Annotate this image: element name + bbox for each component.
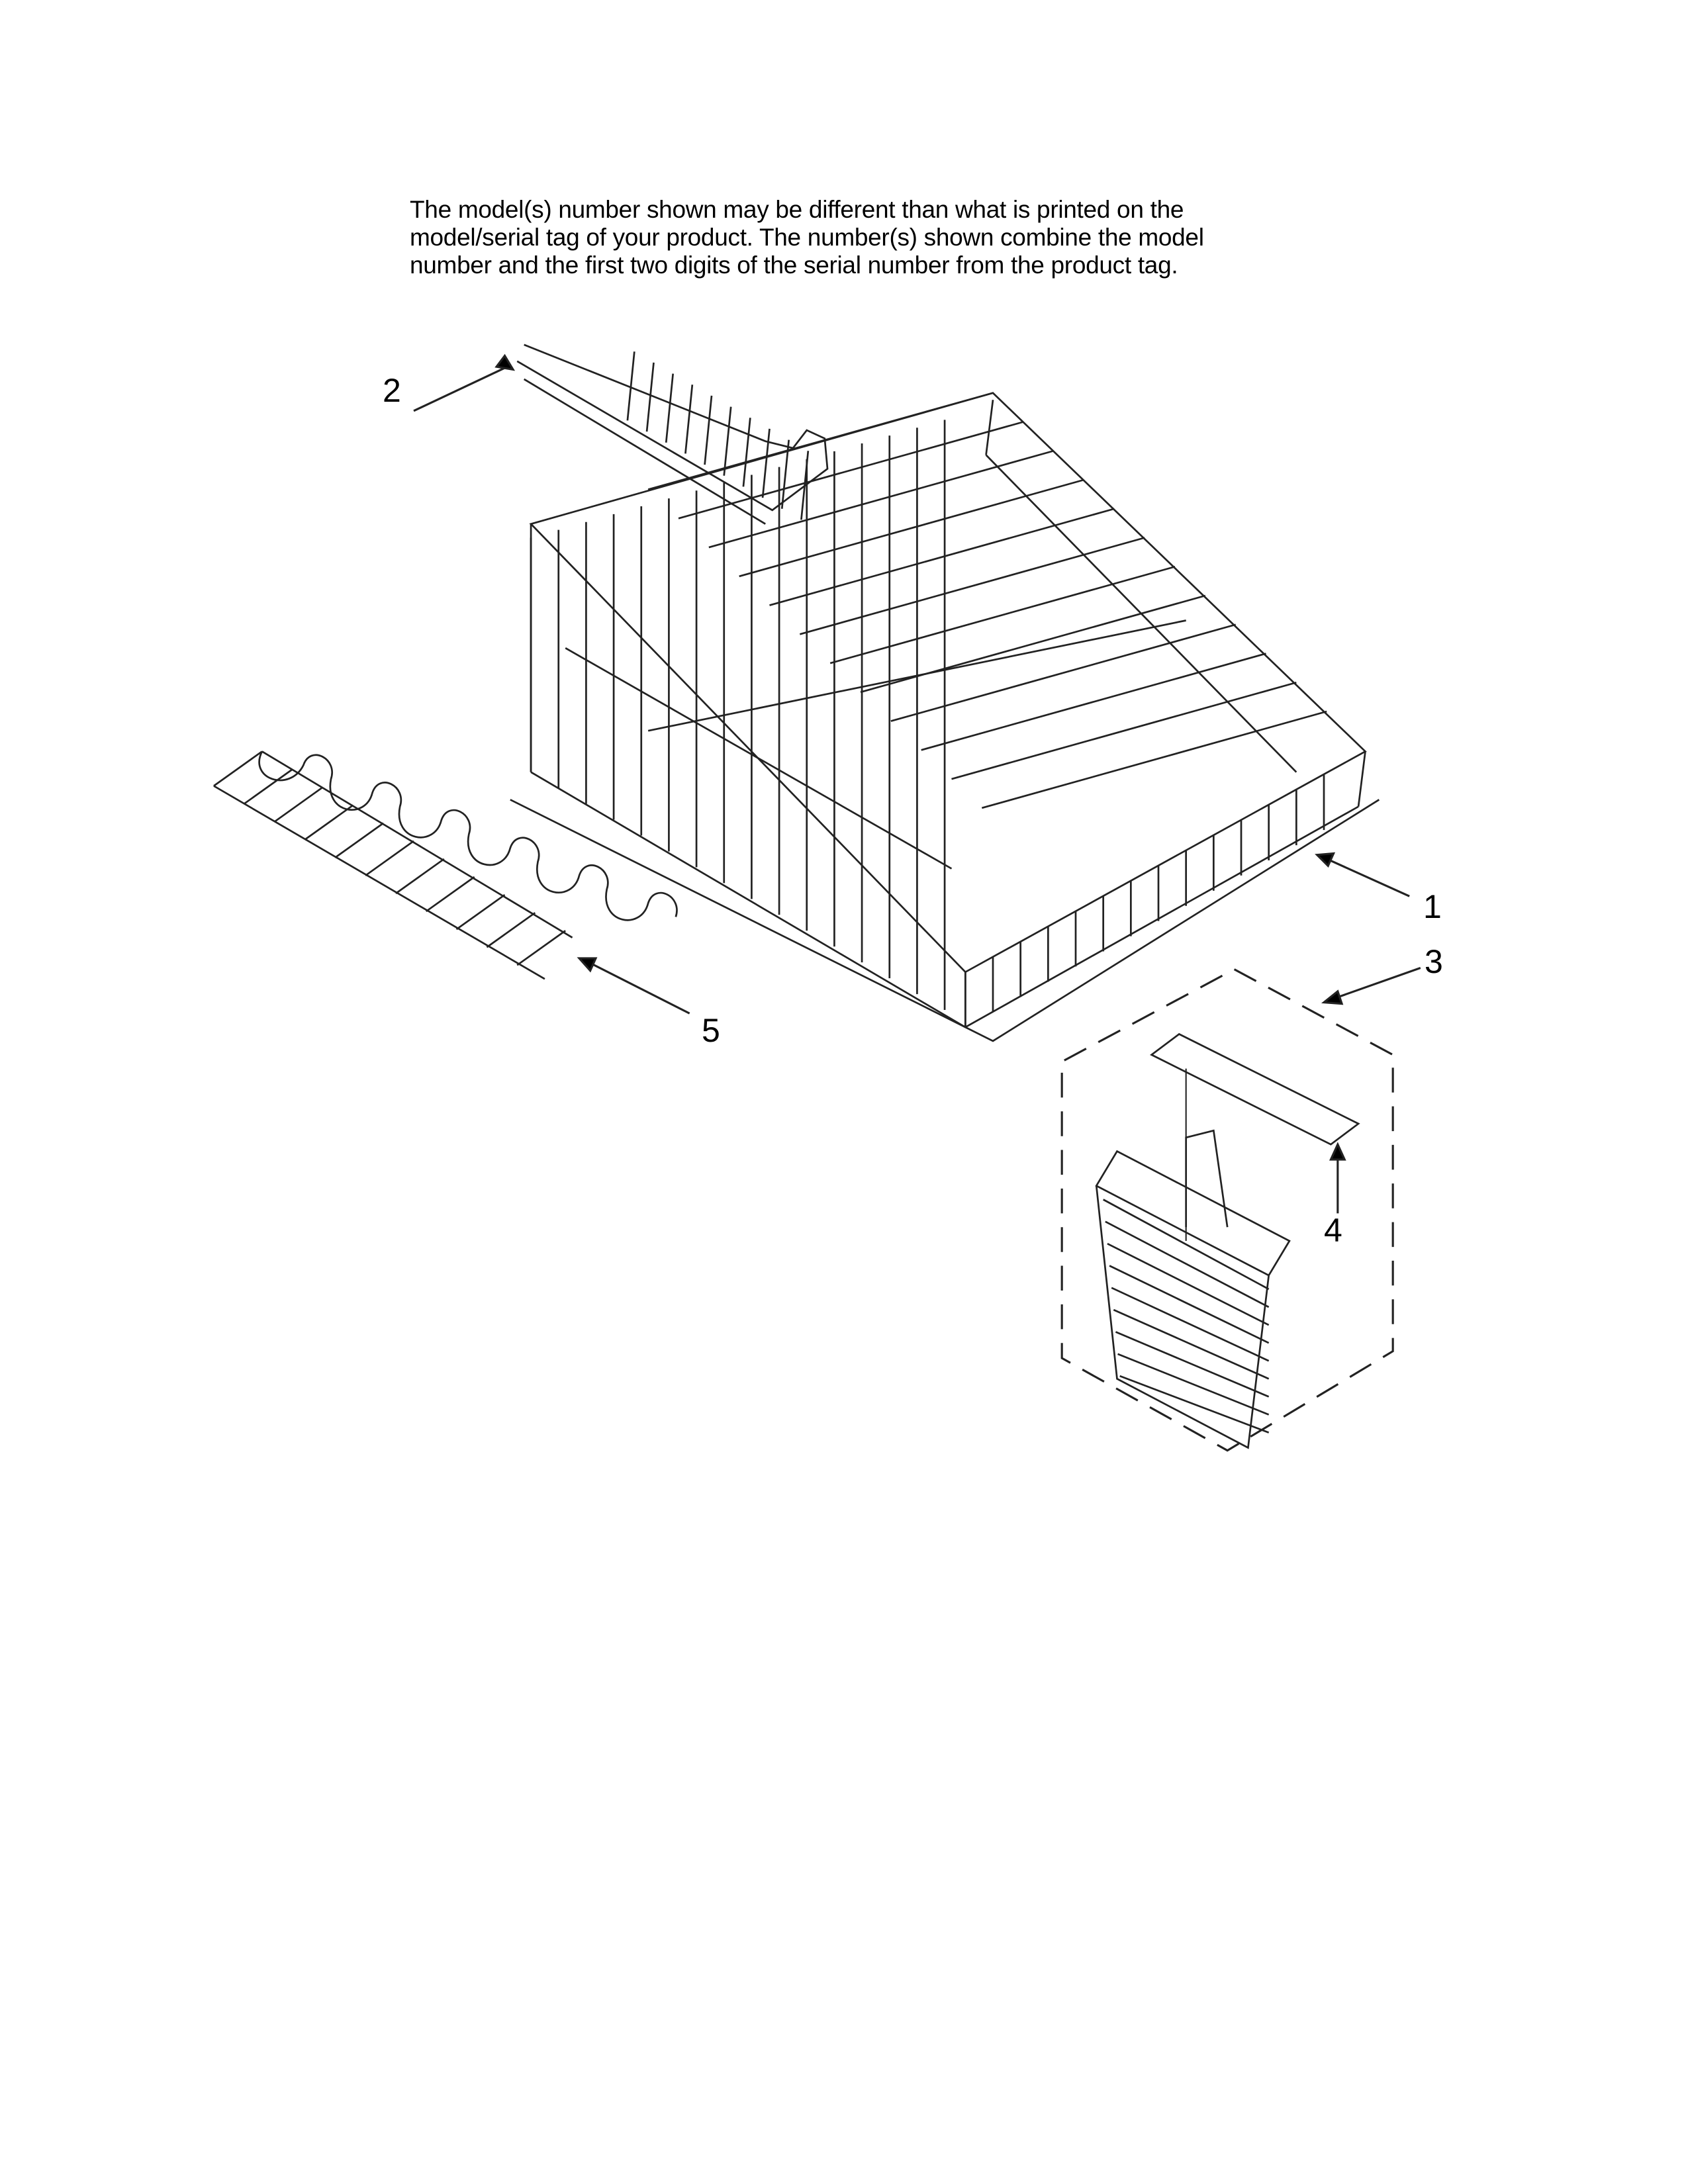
wire [679, 422, 1023, 519]
wire [685, 385, 692, 453]
cup-shelf-illustration [517, 345, 827, 524]
wire [457, 895, 505, 929]
callout-2: 2 [383, 372, 401, 409]
wire [1107, 1244, 1269, 1325]
wire [952, 682, 1297, 779]
wire [335, 823, 383, 858]
wire [800, 538, 1145, 635]
tine-row-illustration [214, 751, 677, 979]
wire [891, 625, 1236, 721]
wire [275, 788, 323, 822]
wire [426, 877, 475, 911]
callout-3: 3 [1425, 943, 1443, 980]
note-line: The model(s) number shown may be different than what is printed on the [410, 196, 1184, 223]
callout-5: 5 [702, 1012, 720, 1049]
wire [763, 429, 769, 498]
wire [666, 374, 673, 443]
wire [517, 931, 565, 965]
wire [1115, 1332, 1268, 1397]
wire [487, 913, 535, 947]
wire [770, 509, 1115, 606]
callout-1: 1 [1423, 888, 1442, 925]
wire [705, 396, 712, 465]
wire [982, 711, 1327, 808]
wire [365, 841, 414, 876]
wire [724, 407, 731, 476]
wire [396, 859, 444, 893]
note-line: model/serial tag of your product. The number(s) shown combine the model [410, 224, 1204, 251]
callout-4: 4 [1324, 1212, 1342, 1249]
wire [305, 805, 353, 840]
wire [1113, 1310, 1268, 1379]
wire [709, 451, 1054, 547]
wire [244, 770, 293, 804]
wire [739, 480, 1084, 576]
wire [861, 596, 1205, 692]
wire [1109, 1266, 1269, 1343]
silverware-basket-illustration [1062, 970, 1393, 1451]
wire [830, 567, 1175, 663]
wire [743, 418, 750, 486]
note-line: number and the first two digits of the serial number from the product tag. [410, 251, 1178, 279]
wire [1111, 1288, 1269, 1361]
wire [921, 654, 1266, 751]
wire [214, 751, 262, 786]
wire [1105, 1222, 1269, 1307]
dishrack-illustration [510, 393, 1380, 1041]
